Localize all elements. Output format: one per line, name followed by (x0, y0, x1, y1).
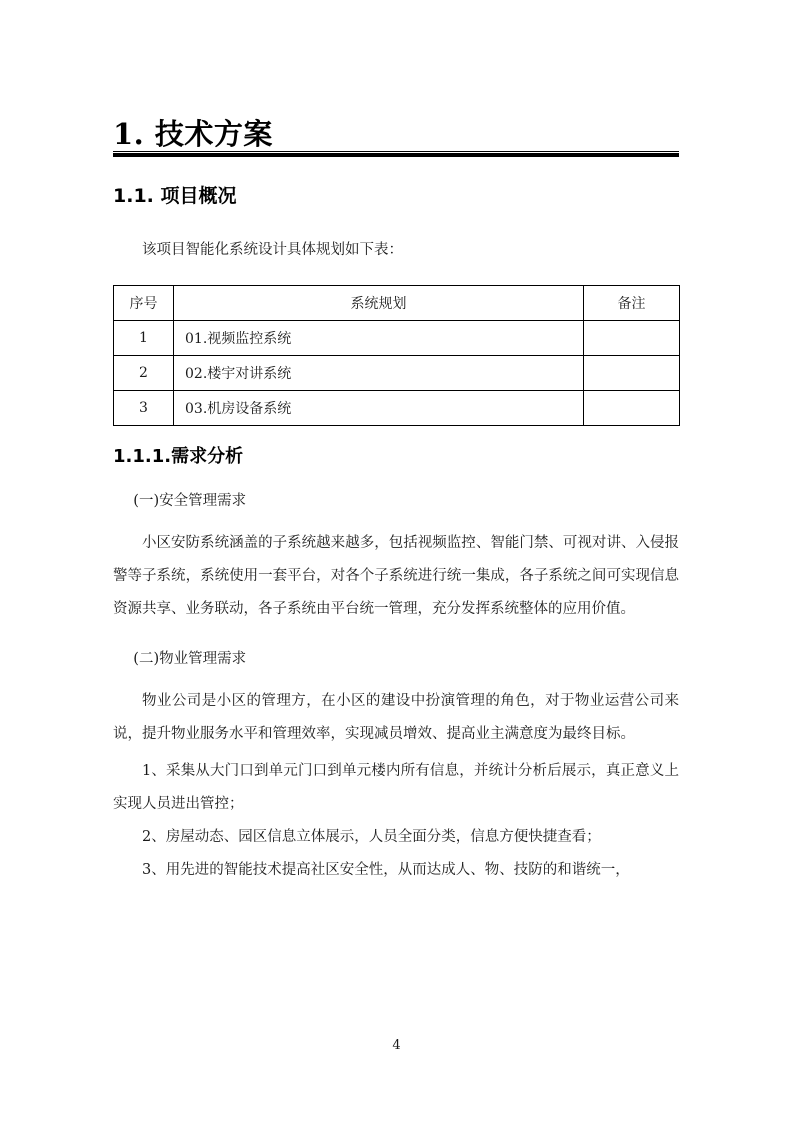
spacer (113, 468, 679, 485)
page-number: 4 (392, 1038, 401, 1053)
cell-system: 01.视频监控系统 (174, 321, 584, 356)
numbered-item-1: 1、采集从大门口到单元门口到单元楼内所有信息，并统计分析后展示，真正意义上实现人员进出管控； (113, 762, 679, 812)
system-plan-table (113, 285, 680, 426)
cell-note (584, 391, 680, 426)
cell-note (584, 356, 680, 391)
cell-system: 03.机房设备系统 (174, 391, 584, 426)
table-row (114, 391, 680, 426)
cell-system: 02.楼宇对讲系统 (174, 356, 584, 391)
spacer (113, 626, 679, 643)
plan-table-wrapper (113, 267, 679, 426)
page-footer (0, 1038, 793, 1053)
subsection-label-two: (二)物业管理需求 (133, 650, 247, 667)
table-row (114, 321, 680, 356)
cell-no: 1 (114, 321, 174, 356)
numbered-item-2: 2、房屋动态、园区信息立体展示，人员全面分类，信息方便快捷查看； (142, 828, 601, 845)
table-header-row (114, 286, 680, 321)
section-heading-1-1-1: 1.1.1.需求分析 (113, 446, 244, 468)
spacer (113, 208, 679, 234)
spacer (113, 676, 679, 685)
cell-no: 2 (114, 356, 174, 391)
intro-lead-in: 该项目智能化系统设计具体规划如下表： (142, 242, 403, 259)
cell-no: 3 (114, 391, 174, 426)
table-body (114, 321, 680, 426)
spacer (113, 518, 679, 527)
subsection-label-one: (一)安全管理需求 (133, 492, 247, 509)
table-row (114, 356, 680, 391)
chapter-heading-block (113, 0, 679, 157)
numbered-item-3: 3、用先进的智能技术提高社区安全性，从而达成人、物、技防的和谐统一， (142, 861, 630, 878)
table-header (114, 286, 680, 321)
page-content (113, 0, 679, 887)
rule-thin-line (113, 151, 679, 152)
cell-note (584, 321, 680, 356)
column-header-system: 系统规划 (174, 286, 584, 321)
section-heading-1-1: 1.1. 项目概况 (113, 185, 237, 208)
column-header-note: 备注 (584, 286, 680, 321)
column-header-no: 序号 (114, 286, 174, 321)
subsection-body-one: 小区安防系统涵盖的子系统越来越多，包括视频监控、智能门禁、可视对讲、入侵报警等子系统，系统使用一套平台，对各个子系统进行统一集成，各子系统之间可实现信息资源共享、业务联动，各子系统由平台统一管理，充分发挥系统整体的应用价值。 (113, 534, 679, 617)
chapter-heading: 1. 技术方案 (113, 117, 273, 151)
subsection-body-two: 物业公司是小区的管理方，在小区的建设中扮演管理的角色，对于物业运营公司来说，提升物业服务水平和管理效率，实现减员增效、提高业主满意度为最终目标。 (113, 692, 679, 742)
